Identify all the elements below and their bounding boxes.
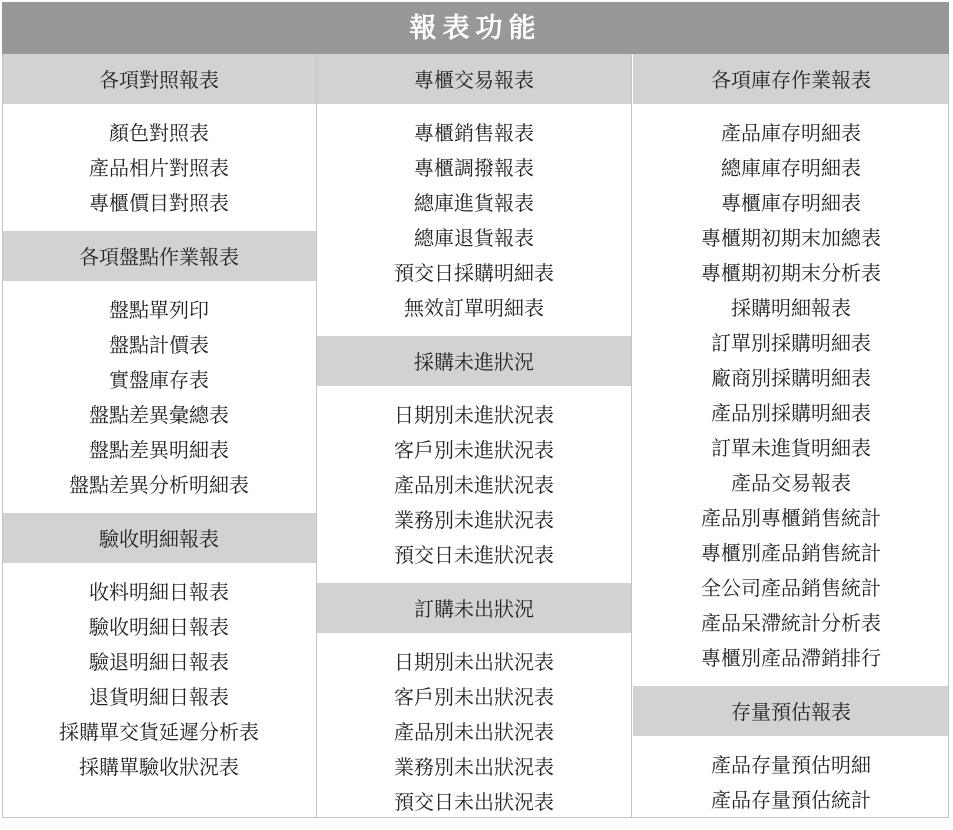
report-link[interactable]: 顏色對照表 bbox=[109, 121, 209, 145]
report-link[interactable]: 盤點單列印 bbox=[109, 298, 209, 322]
report-link[interactable]: 採購單交貨延遲分析表 bbox=[59, 720, 259, 744]
report-list bbox=[317, 104, 631, 336]
section-header: 存量預估報表 bbox=[633, 686, 949, 736]
page-title: 報表功能 bbox=[2, 2, 949, 54]
report-link[interactable]: 無效訂單明細表 bbox=[404, 296, 544, 320]
report-list bbox=[633, 736, 949, 828]
report-link[interactable]: 盤點差異彙總表 bbox=[89, 403, 229, 427]
report-link[interactable]: 產品相片對照表 bbox=[89, 156, 229, 180]
report-link[interactable]: 退貨明細日報表 bbox=[89, 685, 229, 709]
report-link[interactable]: 產品存量預估統計 bbox=[711, 788, 871, 812]
report-link[interactable]: 廠商別採購明細表 bbox=[711, 366, 871, 390]
report-link[interactable]: 專櫃調撥報表 bbox=[414, 156, 534, 180]
report-link[interactable]: 預交日未進狀況表 bbox=[394, 543, 554, 567]
report-link[interactable]: 全公司產品銷售統計 bbox=[701, 576, 881, 600]
report-link[interactable]: 專櫃別產品銷售統計 bbox=[701, 541, 881, 565]
report-link[interactable]: 產品庫存明細表 bbox=[721, 121, 861, 145]
report-link[interactable]: 日期別未出狀況表 bbox=[394, 650, 554, 674]
report-link[interactable]: 實盤庫存表 bbox=[109, 368, 209, 392]
report-link[interactable]: 採購明細報表 bbox=[731, 296, 851, 320]
report-list bbox=[633, 104, 949, 686]
report-list bbox=[317, 386, 631, 583]
report-link[interactable]: 客戶別未進狀況表 bbox=[394, 438, 554, 462]
report-column-3 bbox=[633, 54, 949, 818]
report-list bbox=[2, 104, 316, 231]
report-link[interactable]: 產品交易報表 bbox=[731, 471, 851, 495]
report-link[interactable]: 盤點計價表 bbox=[109, 333, 209, 357]
report-link[interactable]: 訂單別採購明細表 bbox=[711, 331, 871, 355]
section-header: 採購未進狀況 bbox=[317, 336, 631, 386]
report-link[interactable]: 專櫃別產品滯銷排行 bbox=[701, 646, 881, 670]
report-link[interactable]: 產品別採購明細表 bbox=[711, 401, 871, 425]
report-column-1 bbox=[2, 54, 317, 818]
report-link[interactable]: 日期別未進狀況表 bbox=[394, 403, 554, 427]
report-link[interactable]: 產品存量預估明細 bbox=[711, 753, 871, 777]
report-list bbox=[317, 633, 631, 830]
report-link[interactable]: 採購單驗收狀況表 bbox=[79, 755, 239, 779]
section-header: 各項盤點作業報表 bbox=[2, 231, 316, 281]
report-link[interactable]: 專櫃價目對照表 bbox=[89, 191, 229, 215]
report-link[interactable]: 預交日採購明細表 bbox=[394, 261, 554, 285]
report-link[interactable]: 產品呆滯統計分析表 bbox=[701, 611, 881, 635]
report-link[interactable]: 收料明細日報表 bbox=[89, 580, 229, 604]
section-header: 訂購未出狀況 bbox=[317, 583, 631, 633]
report-link[interactable]: 產品別未出狀況表 bbox=[394, 720, 554, 744]
report-link[interactable]: 總庫庫存明細表 bbox=[721, 156, 861, 180]
report-link[interactable]: 總庫退貨報表 bbox=[414, 226, 534, 250]
report-link[interactable]: 專櫃銷售報表 bbox=[414, 121, 534, 145]
report-list bbox=[2, 281, 316, 513]
report-link[interactable]: 專櫃庫存明細表 bbox=[721, 191, 861, 215]
report-link[interactable]: 業務別未出狀況表 bbox=[394, 755, 554, 779]
report-link[interactable]: 驗退明細日報表 bbox=[89, 650, 229, 674]
report-link[interactable]: 專櫃期初期末加總表 bbox=[701, 226, 881, 250]
report-link[interactable]: 盤點差異分析明細表 bbox=[69, 473, 249, 497]
report-link[interactable]: 產品別未進狀況表 bbox=[394, 473, 554, 497]
report-link[interactable]: 驗收明細日報表 bbox=[89, 615, 229, 639]
section-header: 專櫃交易報表 bbox=[317, 54, 631, 104]
report-list bbox=[2, 563, 316, 795]
report-link[interactable]: 產品別專櫃銷售統計 bbox=[701, 506, 881, 530]
report-link[interactable]: 客戶別未出狀況表 bbox=[394, 685, 554, 709]
report-column-2 bbox=[317, 54, 632, 818]
report-link[interactable]: 業務別未進狀況表 bbox=[394, 508, 554, 532]
section-header: 各項庫存作業報表 bbox=[633, 54, 949, 104]
report-link[interactable]: 總庫進貨報表 bbox=[414, 191, 534, 215]
section-header: 各項對照報表 bbox=[2, 54, 316, 104]
section-header: 驗收明細報表 bbox=[2, 513, 316, 563]
report-link[interactable]: 訂單未進貨明細表 bbox=[711, 436, 871, 460]
report-link[interactable]: 預交日未出狀況表 bbox=[394, 790, 554, 814]
report-link[interactable]: 專櫃期初期末分析表 bbox=[701, 261, 881, 285]
report-link[interactable]: 盤點差異明細表 bbox=[89, 438, 229, 462]
